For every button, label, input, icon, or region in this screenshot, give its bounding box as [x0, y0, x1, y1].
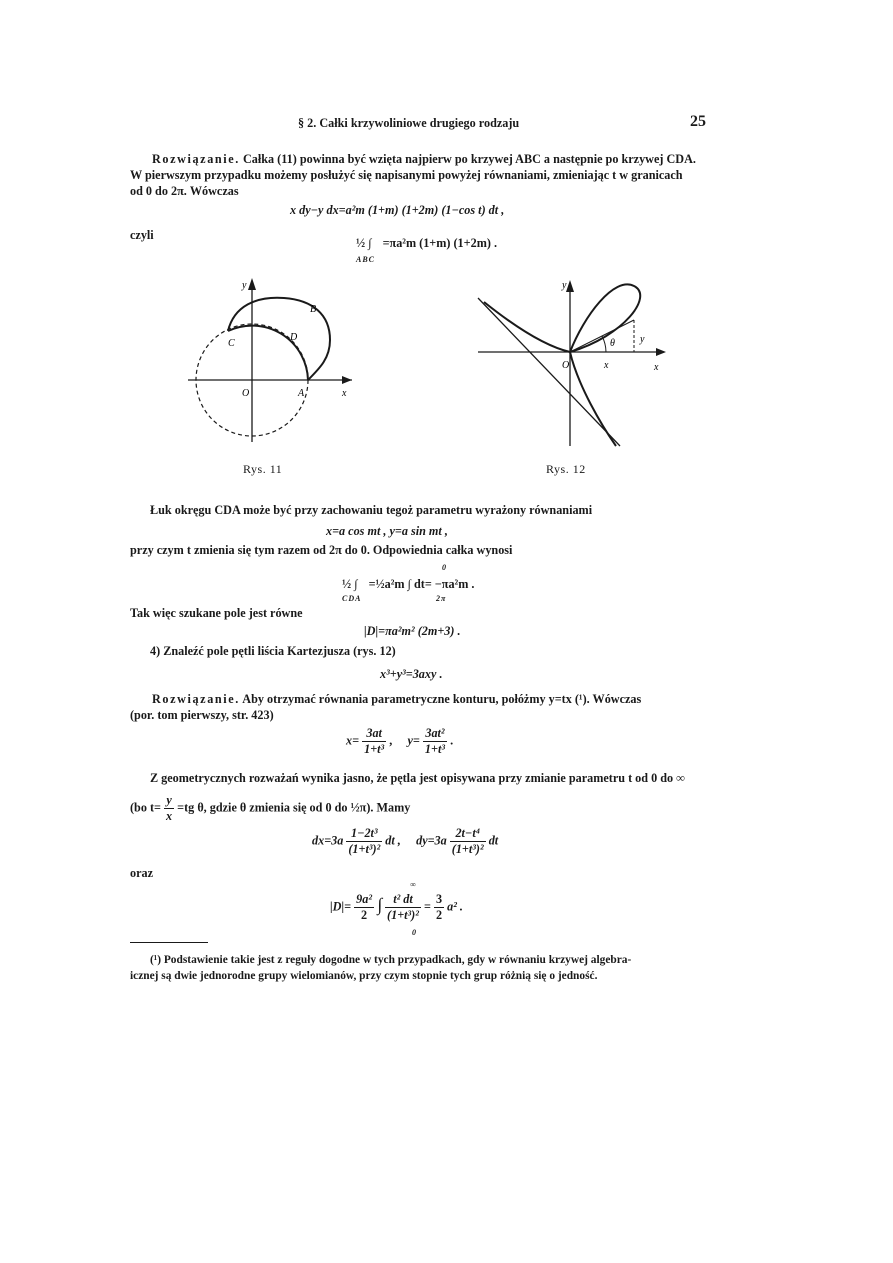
paragraph-line: (por. tom pierwszy, str. 423) [130, 708, 274, 722]
paragraph-line: Całka (11) powinna być wzięta najpierw po krzywej ABC a następnie po krzywej CDA. [242, 152, 696, 166]
equation-3: x=a cos mt , y=a sin mt , [326, 524, 448, 538]
paragraph-line: przy czym t zmienia się tym razem od 2π do 0. Odpowiednia całka wynosi [130, 543, 513, 557]
paragraph-line: (bo t= $\frac{y}{x}$ =tg θ, gdzie θ zmienia się od 0 do ½π). Mamy [130, 793, 411, 823]
caption-fig-11: Rys. 11 [243, 462, 283, 476]
integral-prefix: ½ ∫ [342, 577, 358, 591]
equation-9: |D|= $\frac{\text{9a²}}{2}$ ∫ $\frac{\text{t² dt}}{\text{(1+t³)²}}$ = $\frac{3}{2}$ a² . [330, 892, 463, 922]
label-point-d: D [290, 332, 298, 343]
page-number: 25 [690, 113, 706, 130]
paragraph-line: Łuk okręgu CDA może być przy zachowaniu tegoż parametru wyrażony równaniami [150, 503, 593, 517]
paragraph-solution-2 [152, 692, 641, 707]
figure-12 [474, 276, 674, 452]
label-origin: O [242, 388, 250, 399]
axis-label-y: y [242, 280, 247, 291]
segment-label-x: x [604, 360, 609, 371]
paragraph-line: Tak więc szukane pole jest równe [130, 606, 303, 620]
integral-lower-limit: 2π [436, 594, 447, 603]
equation-6: x³+y³=3axy . [380, 667, 443, 681]
paragraph-line: od 0 do 2π. Wówczas [130, 184, 239, 198]
solution-label: Rozwiązanie. [152, 692, 240, 706]
axis-label-x: x [654, 362, 659, 373]
label-point-a: A [298, 388, 305, 399]
integral-prefix: ½ ∫ [356, 236, 372, 250]
label-point-c: C [228, 338, 235, 349]
figure-11 [180, 276, 360, 446]
equation-2 [356, 236, 497, 251]
word-czyli: czyli [130, 228, 154, 242]
running-header: § 2. Całki krzywoliniowe drugiego rodzaju [298, 116, 520, 130]
integral-subscript: ABC [356, 255, 376, 264]
paragraph-solution-1 [152, 152, 696, 167]
caption-fig-12: Rys. 12 [546, 462, 586, 476]
problem-4: 4) Znaleźć pole pętli liścia Kartezjusza (rys. 12) [150, 644, 396, 658]
paragraph-line: W pierwszym przypadku możemy posłużyć się napisanymi powyżej równaniami, zmieniając t w granicach [130, 168, 683, 182]
paragraph-line: Z geometrycznych rozważań wynika jasno, że pętla jest opisywana przy zmianie parametru t od 0 do ∞ [150, 771, 685, 785]
footnote-rule [130, 942, 208, 943]
axis-label-y: y [562, 280, 567, 291]
solution-label: Rozwiązanie. [152, 152, 240, 166]
label-origin: O [562, 360, 570, 371]
word-oraz: oraz [130, 866, 154, 880]
integral-upper-limit: ∞ [410, 880, 417, 889]
footnote-line: (¹) Podstawienie takie jest z reguły dogodne w tych przypadkach, gdy w równaniu krzywej algebra- [150, 954, 632, 966]
equation-rhs: =½a²m ∫ dt= −πa²m . [368, 577, 475, 591]
paragraph-line: Aby otrzymać równania parametryczne konturu, połóżmy y=tx (¹). Wówczas [242, 692, 642, 706]
integral-subscript: CDA [342, 594, 362, 603]
label-theta: θ [610, 338, 615, 349]
equation-4 [342, 577, 474, 592]
integral-upper-limit: 0 [442, 563, 447, 572]
label-point-b: B [310, 304, 317, 315]
equation-rhs: =πa²m (1+m) (1+2m) . [382, 236, 497, 250]
integral-lower-limit: 0 [412, 928, 417, 937]
axis-label-x: x [342, 388, 347, 399]
equation-1: x dy−y dx=a²m (1+m) (1+2m) (1−cos t) dt , [290, 203, 505, 217]
footnote-line: icznej są dwie jednorodne grupy wielomianów, przy czym stopnie tych grup różnią się o jedność. [130, 970, 598, 982]
equation-5: |D|=πa²m² (2m+3) . [364, 624, 461, 638]
equation-8: dx=3a $\frac{\text{1−2t³}}{\text{(1+t³)²}}$ dt , dy=3a $\frac{\text{2t−t⁴}}{\text{(1+t³)²}}$ dt [312, 826, 499, 856]
equation-7: x= $\frac{3at}{\text{1+t³}}$ , y= $\frac{\text{3at²}}{\text{1+t³}}$ . [346, 726, 454, 756]
segment-label-y: y [640, 334, 645, 345]
